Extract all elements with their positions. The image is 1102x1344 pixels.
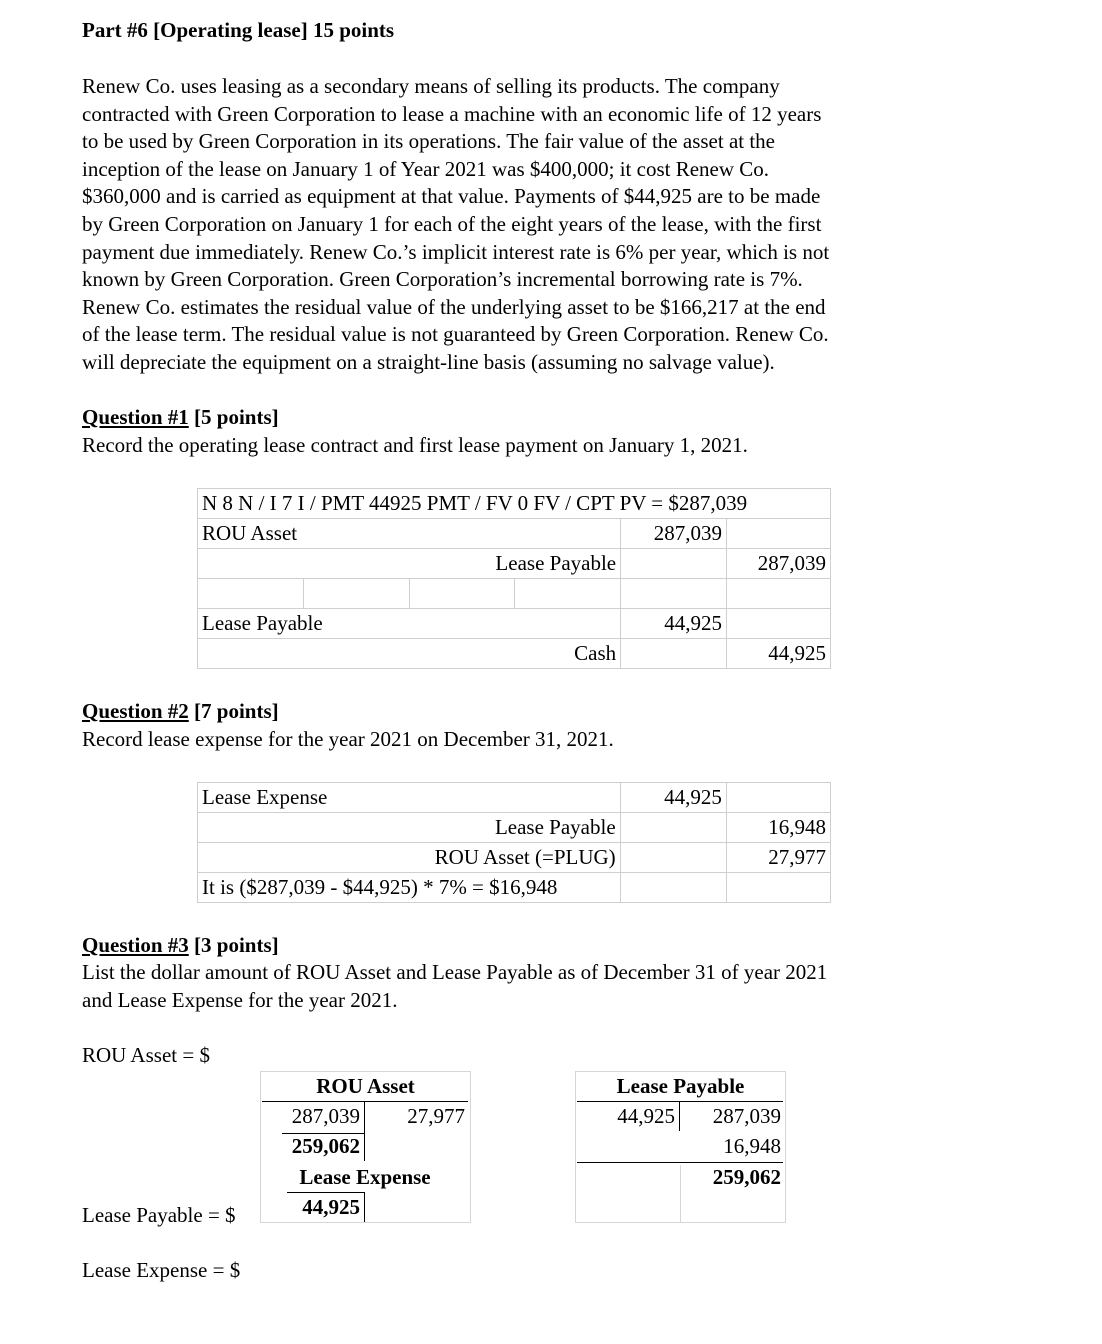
grid-line (575, 1071, 786, 1072)
q1-calculator-steps: N 8 N / I 7 I / PMT 44925 PMT / FV 0 FV / CPT PV = $287,039 (198, 489, 831, 519)
t-account-rule (577, 1162, 783, 1163)
rou-asset-credit: 27,977 (407, 1104, 465, 1128)
question-2-number: Question #2 (82, 699, 189, 723)
lease-payable-balance: 259,062 (712, 1165, 781, 1189)
q2-credit-account: ROU Asset (=PLUG) (198, 843, 621, 873)
rou-asset-t-title: ROU Asset (316, 1074, 415, 1098)
grid-line (680, 1165, 681, 1222)
q2-debit-account: Lease Expense (198, 783, 621, 813)
question-3-points: [3 points] (188, 933, 279, 957)
q2-journal-table (197, 782, 831, 903)
empty-cell (727, 519, 831, 549)
paragraph-line: of the lease term. The residual value is not guaranteed by Green Corporation. Renew Co. (82, 322, 829, 347)
q1-debit-amount: 44,925 (621, 609, 727, 639)
q1-credit-amount: 44,925 (727, 639, 831, 669)
lease-payable-t-title: Lease Payable (616, 1074, 745, 1098)
t-account-rule (577, 1101, 783, 1102)
rou-asset-debit: 287,039 (291, 1104, 360, 1128)
problem-paragraph (82, 73, 962, 377)
question-3-number: Question #3 (82, 933, 189, 957)
t-account-divider (364, 1101, 365, 1161)
empty-cell (621, 639, 727, 669)
empty-cell (727, 609, 831, 639)
question-1-points: [5 points] (188, 405, 279, 429)
q1-credit-amount: 287,039 (727, 549, 831, 579)
paragraph-line: known by Green Corporation. Green Corporation’s incremental borrowing rate is 7%. (82, 267, 803, 292)
t-account-rule (287, 1192, 365, 1193)
empty-cell (621, 579, 727, 609)
q1-credit-account: Cash (198, 639, 621, 669)
paragraph-line: to be used by Green Corporation in its operations. The fair value of the asset at the (82, 129, 775, 154)
lease-expense-answer-label: Lease Expense = $ (82, 1258, 241, 1282)
t-account-rule (262, 1101, 468, 1102)
lease-payable-credit: 287,039 (712, 1104, 781, 1128)
empty-cell (620, 873, 726, 903)
empty-cell (515, 579, 621, 609)
empty-cell (409, 579, 515, 609)
q1-debit-account: Lease Payable (198, 609, 621, 639)
q2-credit-amount: 16,948 (726, 813, 830, 843)
q2-debit-amount: 44,925 (620, 783, 726, 813)
question-1-heading (82, 405, 279, 430)
q2-credit-account: Lease Payable (198, 813, 621, 843)
rou-asset-balance: 259,062 (291, 1134, 360, 1158)
question-3-text-line: List the dollar amount of ROU Asset and Lease Payable as of December 31 of year 2021 (82, 960, 828, 984)
rou-asset-answer-label: ROU Asset = $ (82, 1043, 210, 1067)
empty-cell (620, 813, 726, 843)
page-title: Part #6 [Operating lease] 15 points (82, 18, 395, 42)
paragraph-line: by Green Corporation on January 1 for each of the eight years of the lease, with the first (82, 211, 822, 236)
paragraph-line: payment due immediately. Renew Co.’s implicit interest rate is 6% per year, which is not (82, 239, 830, 264)
q1-journal-table (197, 488, 831, 669)
empty-cell (726, 873, 830, 903)
question-2-text: Record lease expense for the year 2021 on December 31, 2021. (82, 727, 614, 751)
empty-cell (198, 579, 304, 609)
q1-debit-amount: 287,039 (621, 519, 727, 549)
paragraph-line: will depreciate the equipment on a straight-line basis (assuming no salvage value). (82, 349, 775, 374)
question-3-text-line: and Lease Expense for the year 2021. (82, 988, 398, 1012)
lease-expense-t-title: Lease Expense (299, 1165, 431, 1189)
lease-expense-balance: 44,925 (302, 1195, 360, 1219)
lease-payable-credit: 16,948 (723, 1134, 781, 1158)
empty-cell (727, 579, 831, 609)
paragraph-line: $360,000 and is carried as equipment at that value. Payments of $44,925 are to be made (82, 184, 821, 209)
lease-payable-debit: 44,925 (617, 1104, 675, 1128)
paragraph-line: Renew Co. estimates the residual value of the underlying asset to be $166,217 at the end (82, 294, 826, 319)
paragraph-line: Renew Co. uses leasing as a secondary means of selling its products. The company (82, 74, 780, 98)
grid-line (260, 1071, 471, 1072)
q2-credit-amount: 27,977 (726, 843, 830, 873)
empty-cell (726, 783, 830, 813)
grid-line (575, 1222, 786, 1223)
question-2-points: [7 points] (188, 699, 279, 723)
q1-credit-account: Lease Payable (198, 549, 621, 579)
question-1-number: Question #1 (82, 405, 189, 429)
q1-debit-account: ROU Asset (198, 519, 621, 549)
empty-cell (620, 843, 726, 873)
question-2-heading (82, 699, 279, 724)
paragraph-line: contracted with Green Corporation to lease a machine with an economic life of 12 years (82, 101, 822, 126)
question-1-text: Record the operating lease contract and first lease payment on January 1, 2021. (82, 433, 748, 457)
paragraph-line: inception of the lease on January 1 of Year 2021 was $400,000; it cost Renew Co. (82, 156, 770, 181)
t-account-divider (679, 1101, 680, 1131)
empty-cell (621, 549, 727, 579)
question-3-heading (82, 933, 279, 958)
empty-cell (303, 579, 409, 609)
grid-line (260, 1222, 471, 1223)
lease-payable-answer-label: Lease Payable = $ (82, 1203, 236, 1227)
t-account-divider (364, 1192, 365, 1222)
q2-interest-note: It is ($287,039 - $44,925) * 7% = $16,948 (198, 873, 621, 903)
